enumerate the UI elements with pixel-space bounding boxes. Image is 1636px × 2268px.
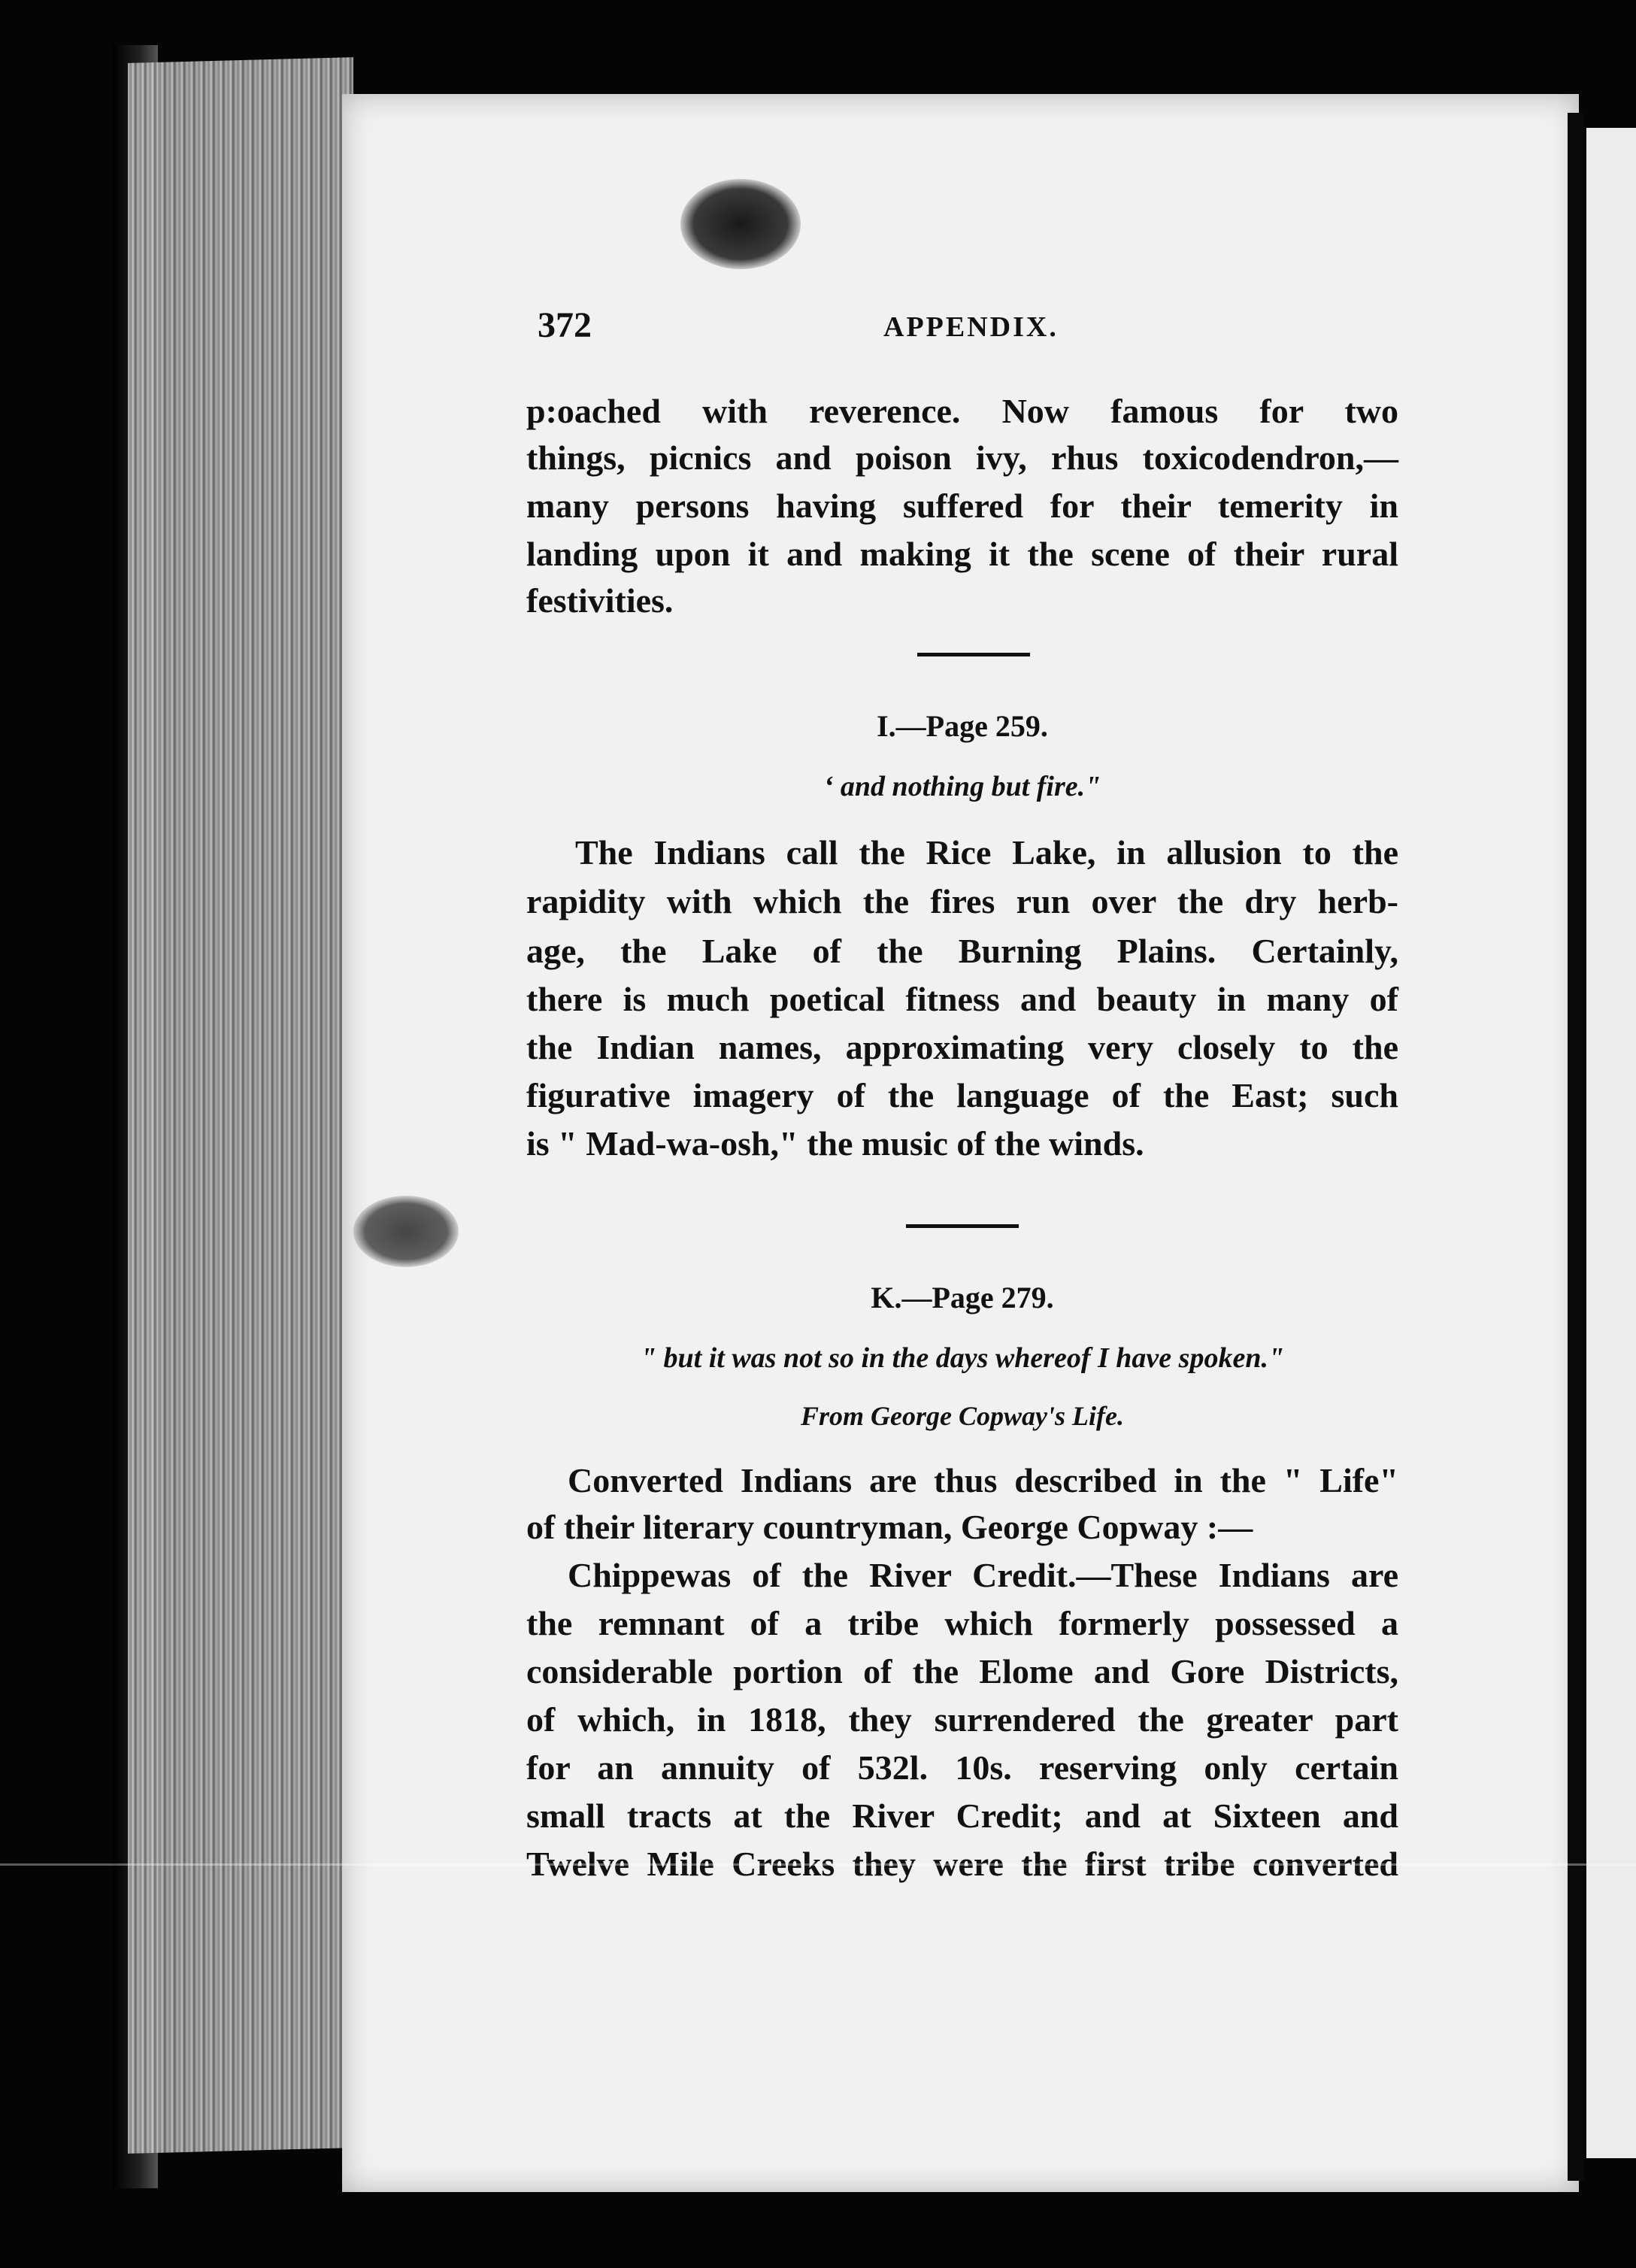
text-line: The Indians call the Rice Lake, in allusion to the: [575, 833, 1398, 872]
note-source: From George Copway's Life.: [801, 1401, 1124, 1431]
text-line: things, picnics and poison ivy, rhus toxicodendron,—: [526, 438, 1398, 477]
text-line: of their literary countryman, George Copway :—: [526, 1508, 1253, 1546]
page-number: 372: [538, 305, 592, 345]
note-epigraph: ‘ and nothing but fire.": [823, 771, 1101, 802]
text-line: p:oached with reverence. Now famous for two: [526, 392, 1398, 430]
text-line: festivities.: [526, 581, 674, 620]
section-rule: [906, 1224, 1019, 1228]
text-line: many persons having suffered for their temerity in: [526, 487, 1398, 525]
text-line: the Indian names, approximating very closely to the: [526, 1028, 1398, 1066]
text-line: figurative imagery of the language of the East; such: [526, 1076, 1398, 1114]
note-heading: K.—Page 279.: [871, 1281, 1054, 1314]
note-epigraph: " but it was not so in the days whereof I have spoken.": [640, 1342, 1285, 1374]
text-line: Chippewas of the River Credit.—These Indians are: [568, 1556, 1398, 1594]
scan-artifact: [0, 1863, 1636, 1866]
text-line: Twelve Mile Creeks they were the first tribe converted: [526, 1845, 1398, 1883]
text-line: landing upon it and making it the scene of their rural: [526, 535, 1398, 573]
note-heading: I.—Page 259.: [877, 709, 1048, 743]
text-line: there is much poetical fitness and beauty in many of: [526, 980, 1398, 1018]
text-line: is " Mad-wa-osh," the music of the winds.: [526, 1124, 1144, 1163]
text-line: rapidity with which the fires run over the dry herb-: [526, 882, 1398, 920]
text-line: for an annuity of 532l. 10s. reserving only certain: [526, 1748, 1398, 1787]
text-line: the remnant of a tribe which formerly possessed a: [526, 1604, 1398, 1642]
text-line: small tracts at the River Credit; and at Sixteen and: [526, 1797, 1398, 1835]
page-header: [538, 305, 1395, 350]
text-line: of which, in 1818, they surrendered the greater part: [526, 1700, 1398, 1739]
text-line: Converted Indians are thus described in the " Life": [568, 1461, 1398, 1499]
running-title: APPENDIX.: [883, 311, 1059, 343]
text-line: age, the Lake of the Burning Plains. Certainly,: [526, 932, 1398, 970]
text-line: considerable portion of the Elome and Gore Districts,: [526, 1652, 1398, 1690]
section-rule: [917, 653, 1030, 656]
